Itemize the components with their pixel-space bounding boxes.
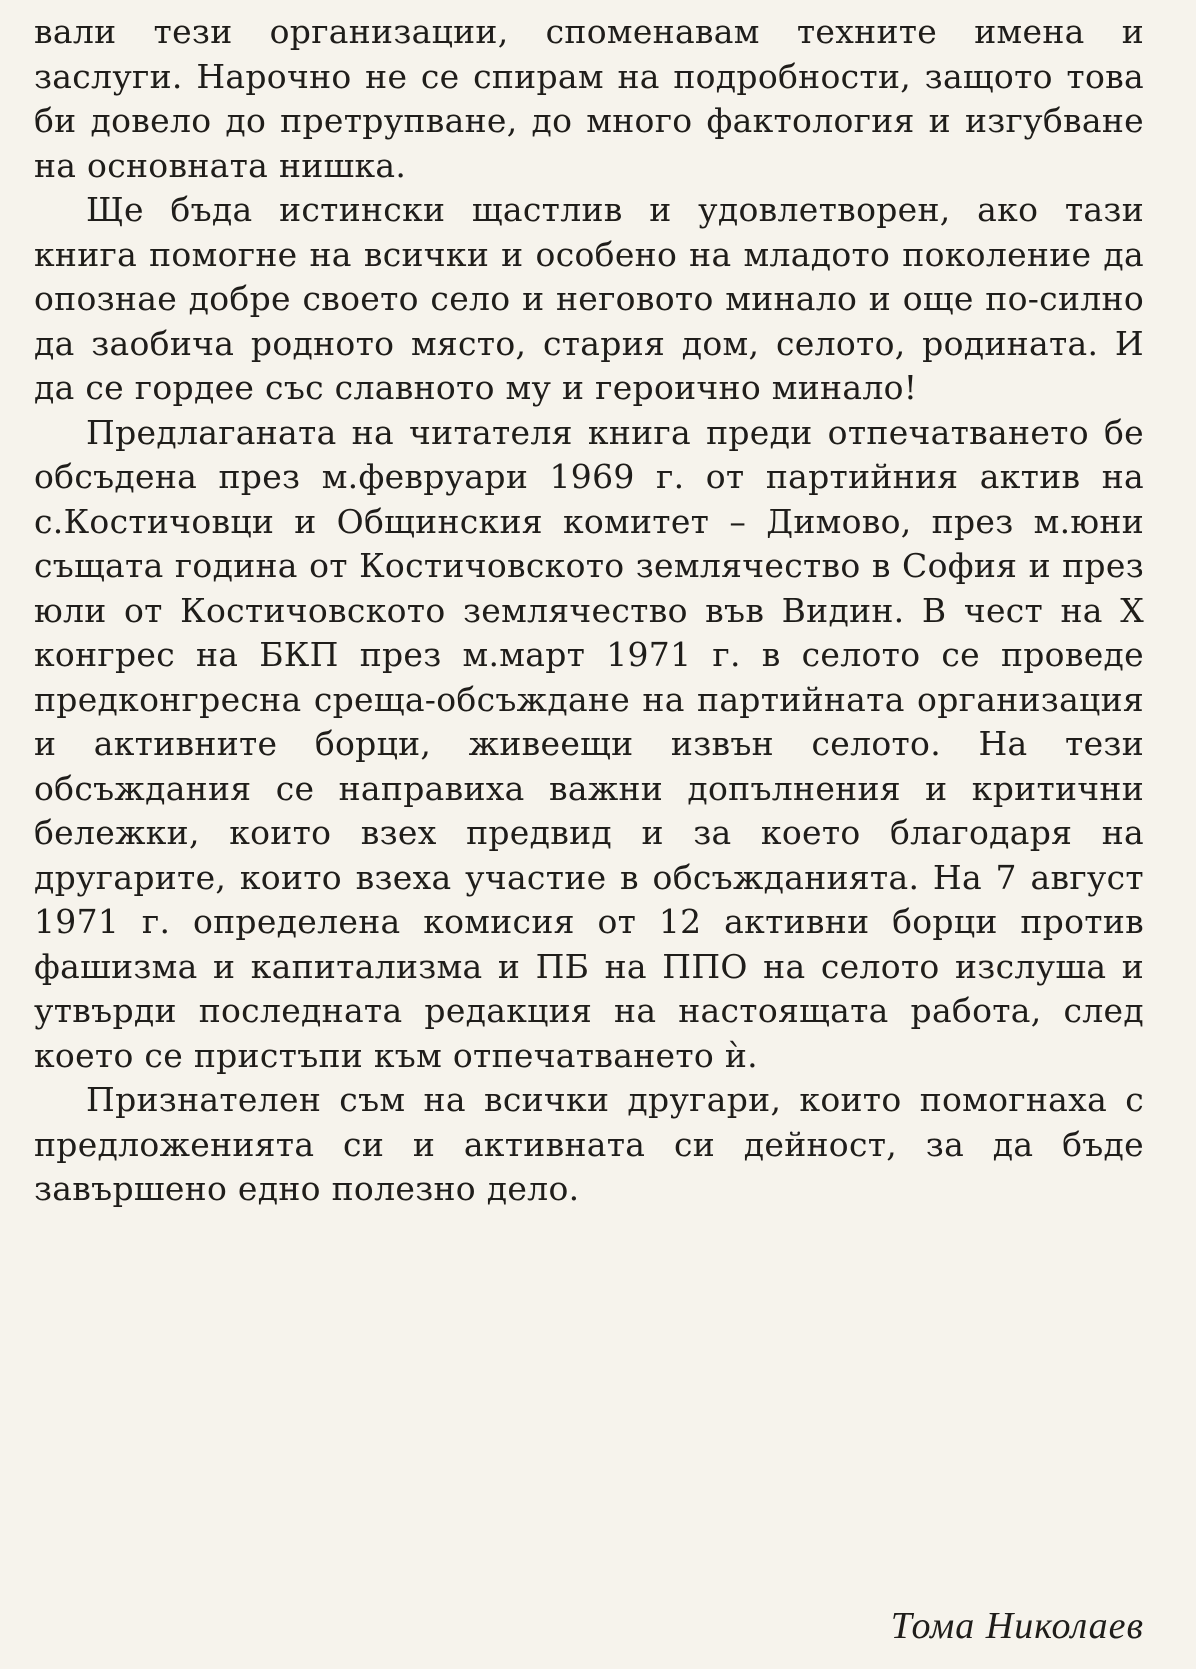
document-page: [34, 10, 1144, 1660]
paragraph-gratitude: Признателен съм на всички другари, които помогнаха с предложенията си и активната си дейност, за да бъде завършено едно полезно дело.: [34, 1080, 1144, 1208]
paragraph-hope: Ще бъда истински щастлив и удовлетворен, ако тази книга помогне на всички и особено на младото поколение да опознае добре своето село и неговото минало и още по-силно да заобича родното място, стария дом, селото, родината. И да се гордее със славното му и героично минало!: [34, 190, 1144, 407]
author-signature: Тома Николаев: [890, 1605, 1144, 1647]
paragraph-continuation: вали тези организации, споменавам техните имена и заслуги. Нарочно не се спирам на подробности, защото това би довело до претрупване, до много фактология и изгубване на основната нишка.: [34, 12, 1144, 185]
paragraph-discussion: Предлаганата на читателя книга преди отпечатването бе обсъдена през м.февруари 1969 г. от партийния актив на с.Костичовци и Общинския комитет – Димово, през м.юни същата година от Костичовското землячество в София и през юли от Костичовското землячество във Видин. В чест на X конгрес на БКП през м.март 1971 г. в селото се проведе предконгресна среща-обсъждане на партийната организация и активните борци, живеещи извън селото. На тези обсъждания се направиха важни допълнения и критични бележки, които взех предвид и за което благодаря на другарите, които взеха участие в обсъжданията. На 7 август 1971 г. определена комисия от 12 активни борци против фашизма и капитализма и ПБ на ППО на селото изслуша и утвърди последната редакция на настоящата работа, след което се пристъпи към отпечатването ѝ.: [34, 412, 1144, 1075]
